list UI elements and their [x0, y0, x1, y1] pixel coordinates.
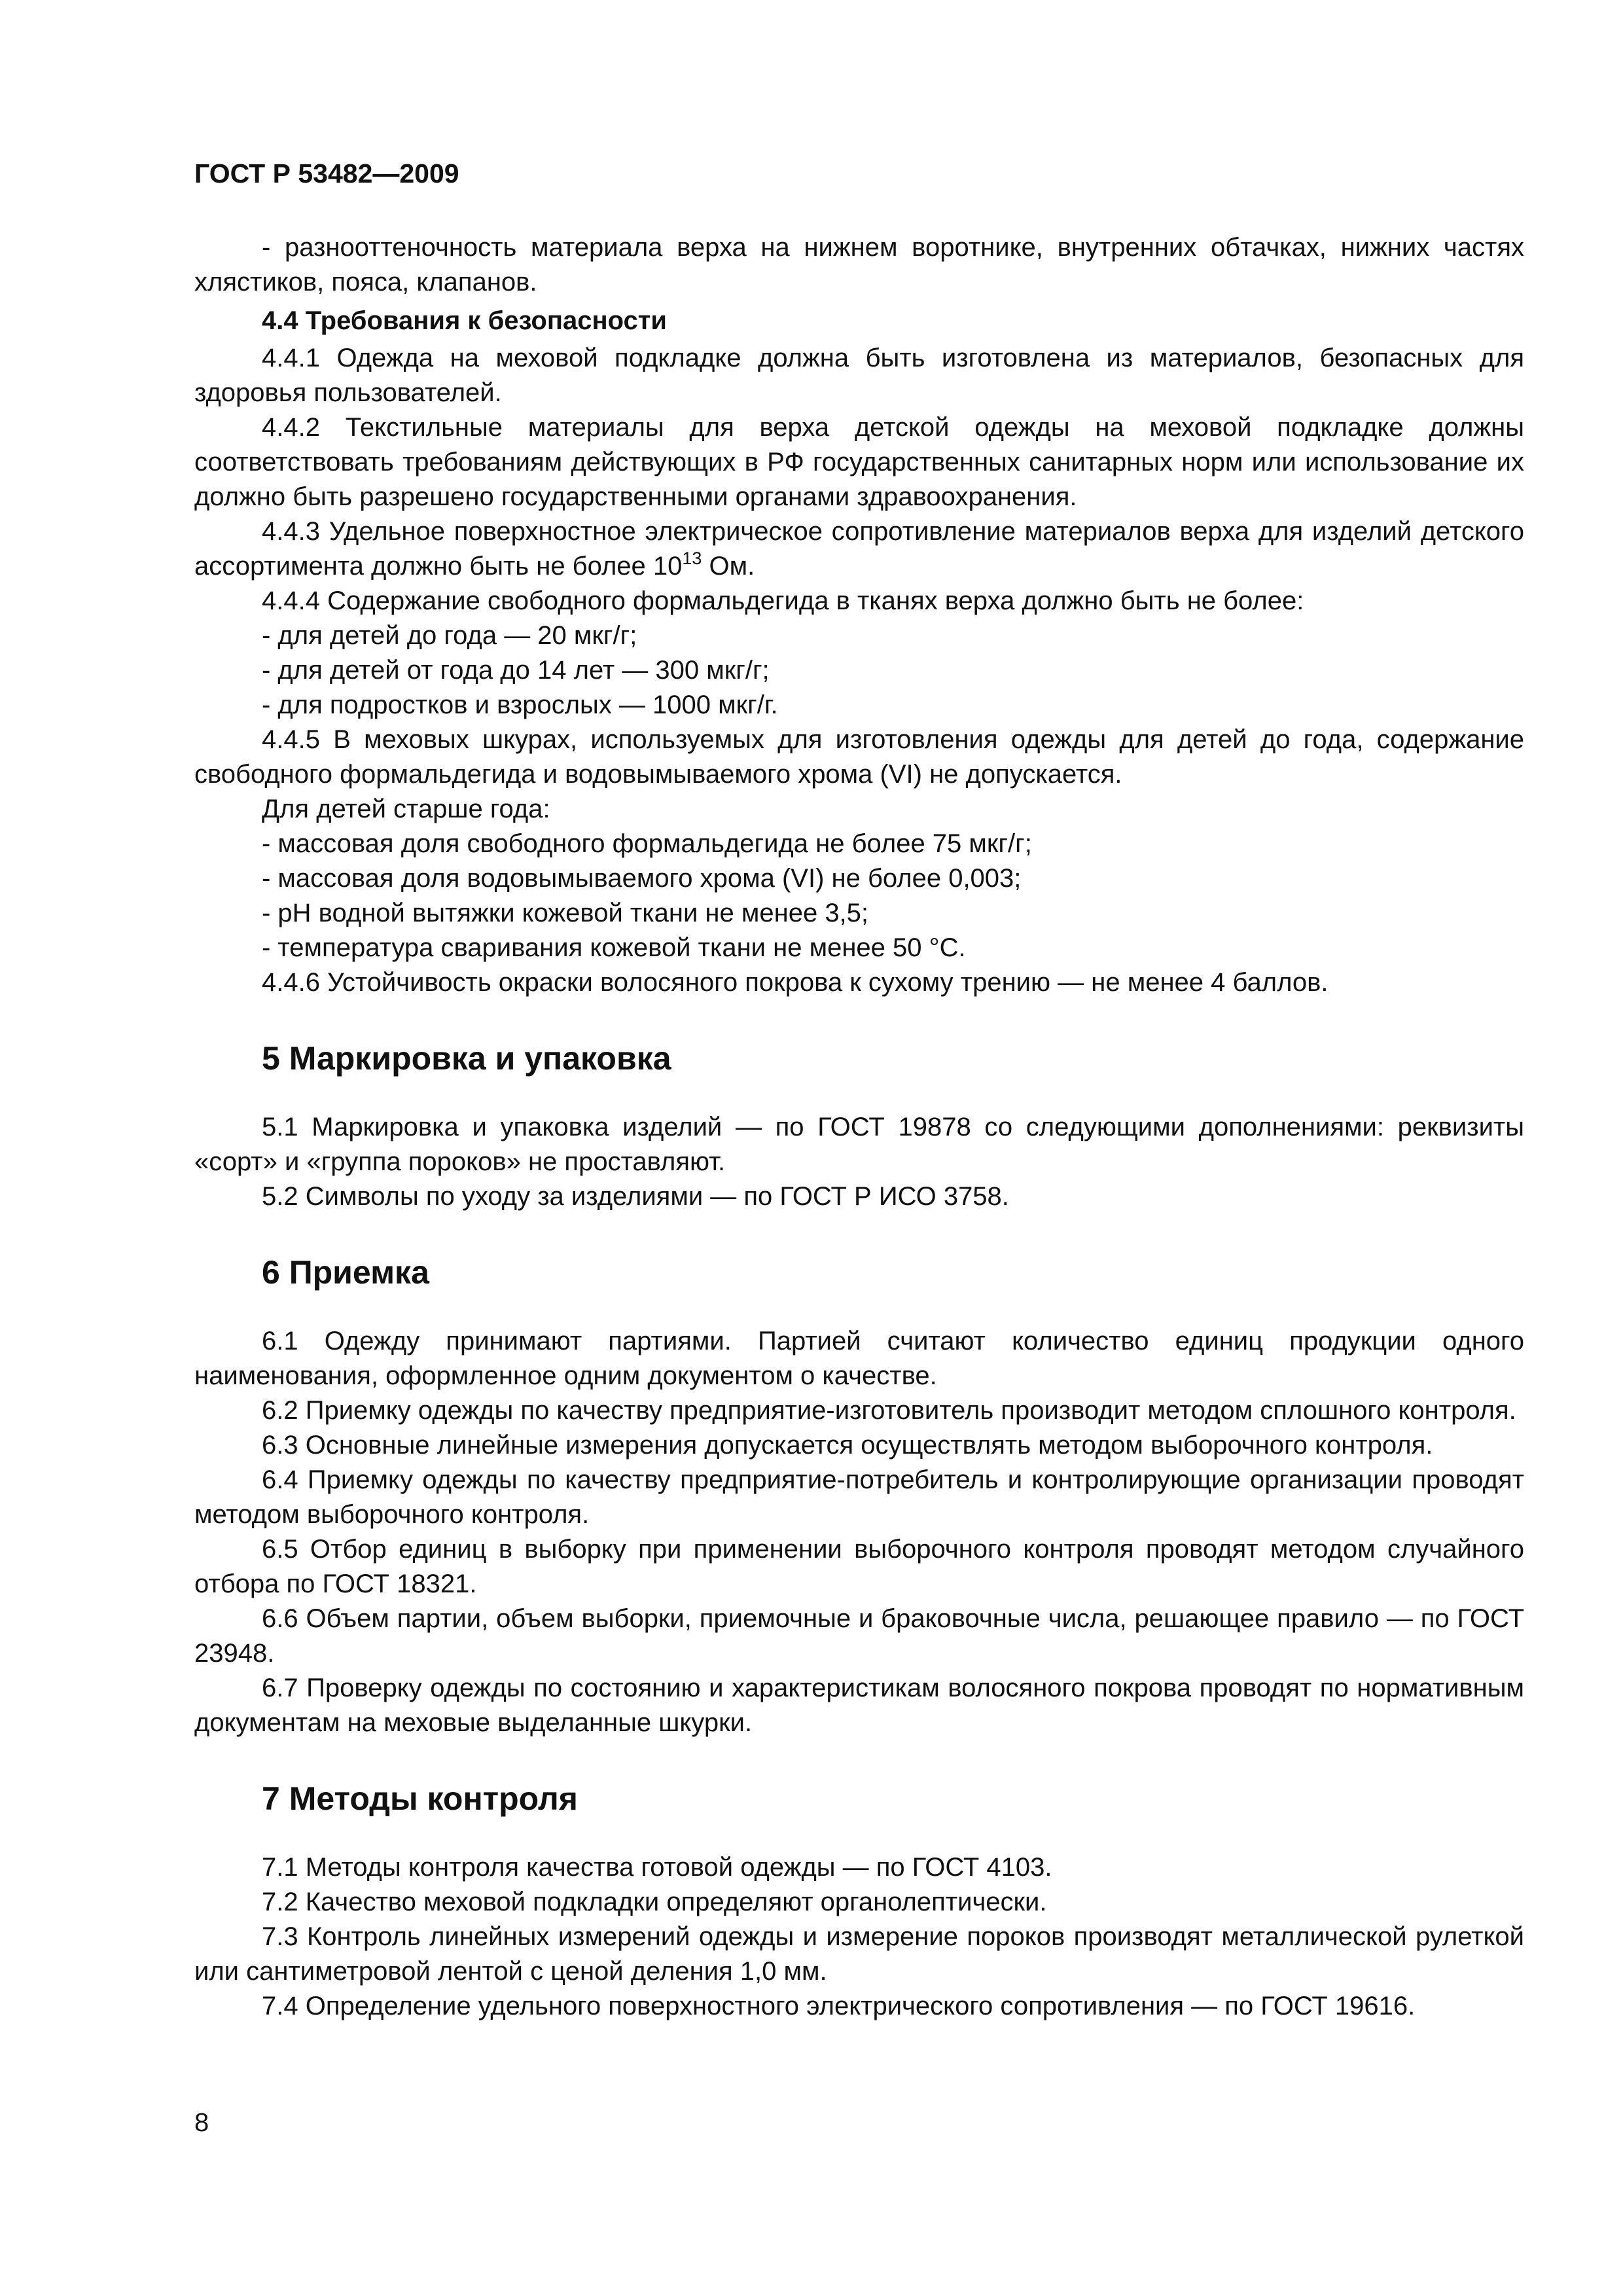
intro-dash-item: - разнооттеночность материала верха на нижнем воротнике, внутренних обтачках, нижних частях хлястиков, пояса, клапанов.: [194, 233, 1524, 296]
list-item: - для детей от года до 14 лет — 300 мкг/г;: [262, 656, 770, 685]
clause-6-1: 6.1 Одежду принимают партиями. Партией считают количество единиц продукции одного наименования, оформленное одним документом о качестве.: [194, 1327, 1524, 1390]
clause-7-4: 7.4 Определение удельного поверхностного электрического сопротивления — по ГОСТ 19616.: [262, 1992, 1416, 2020]
clause-4-4-3: [194, 514, 1524, 584]
list-item: - массовая доля водовымываемого хрома (VI) не более 0,003;: [262, 864, 1022, 893]
clause-4-4-1: 4.4.1 Одежда на меховой подкладке должна быть изготовлена из материалов, безопасных для здоровья пользователей.: [194, 344, 1524, 407]
clause-6-4: 6.4 Приемку одежды по качеству предприятие-потребитель и контролирующие организации проводят методом выборочного контроля.: [194, 1465, 1524, 1529]
list-item: - pH водной вытяжки кожевой ткани не менее 3,5;: [262, 899, 869, 927]
clause-6-6: 6.6 Объем партии, объем выборки, приемочные и браковочные числа, решающее правило — по ГОСТ 23948.: [194, 1604, 1524, 1668]
list-item: - для подростков и взрослых — 1000 мкг/г.: [262, 691, 778, 719]
section-heading-6: 6 Приемка: [262, 1254, 429, 1291]
clause-4-4-5-subtext: Для детей старше года:: [262, 795, 550, 823]
clause-6-3: 6.3 Основные линейные измерения допускается осуществлять методом выборочного контроля.: [262, 1431, 1433, 1460]
clause-6-2: 6.2 Приемку одежды по качеству предприятие-изготовитель производит методом сплошного контроля.: [262, 1396, 1516, 1425]
clause-5-1: 5.1 Маркировка и упаковка изделий — по ГОСТ 19878 со следующими дополнениями: реквизиты «сорт» и «группа пороков» не проставляют.: [194, 1113, 1524, 1176]
document-code-header: ГОСТ Р 53482—2009: [194, 158, 459, 188]
clause-7-2: 7.2 Качество меховой подкладки определяют органолептически.: [262, 1888, 1047, 1916]
clause-4-4-6: 4.4.6 Устойчивость окраски волосяного покрова к сухому трению — не менее 4 баллов.: [262, 968, 1329, 997]
clause-4-4-5: 4.4.5 В меховых шкурах, используемых для изготовления одежды для детей до года, содержание свободного формальдегида и водовымываемого хрома (VI) не допускается.: [194, 725, 1524, 789]
clause-7-3: 7.3 Контроль линейных измерений одежды и измерение пороков производят металлической рулеткой или сантиметровой лентой с ценой деления 1,0 мм.: [194, 1922, 1524, 1986]
subsection-heading-4-4: 4.4 Требования к безопасности: [262, 306, 667, 335]
clause-6-5: 6.5 Отбор единиц в выборку при применении выборочного контроля проводят методом случайного отбора по ГОСТ 18321.: [194, 1535, 1524, 1598]
clause-7-1: 7.1 Методы контроля качества готовой одежды — по ГОСТ 4103.: [262, 1853, 1052, 1882]
clause-4-4-2: 4.4.2 Текстильные материалы для верха детской одежды на меховой подкладке должны соответствовать требованиям действующих в РФ государственных санитарных норм или использование их должно быть разрешено государственными органами здравоохранения.: [194, 413, 1524, 511]
clause-6-7: 6.7 Проверку одежды по состоянию и характеристикам волосяного покрова проводят по нормативным документам на меховые выделанные шкурки.: [194, 1674, 1524, 1737]
list-item: - для детей до года — 20 мкг/г;: [262, 621, 637, 650]
clause-5-2: 5.2 Символы по уходу за изделиями — по ГОСТ Р ИСО 3758.: [262, 1182, 1009, 1211]
page-number: 8: [194, 2108, 209, 2137]
list-item: - температура сваривания кожевой ткани не менее 50 °С.: [262, 933, 966, 962]
clause-4-4-3-text: 4.4.3 Удельное поверхностное электрическое сопротивление материалов верха для изделий детского ассортимента должно быть не более 10: [194, 517, 1524, 581]
clause-4-4-4: 4.4.4 Содержание свободного формальдегида в тканях верха должно быть не более:: [262, 586, 1304, 615]
section-heading-5: 5 Маркировка и упаковка: [262, 1040, 671, 1077]
clause-4-4-3-exponent: 13: [682, 548, 702, 568]
section-heading-7: 7 Методы контроля: [262, 1780, 578, 1817]
clause-4-4-3-unit: Ом.: [702, 552, 755, 581]
list-item: - массовая доля свободного формальдегида не более 75 мкг/г;: [262, 829, 1032, 858]
document-page: [194, 157, 1524, 2024]
